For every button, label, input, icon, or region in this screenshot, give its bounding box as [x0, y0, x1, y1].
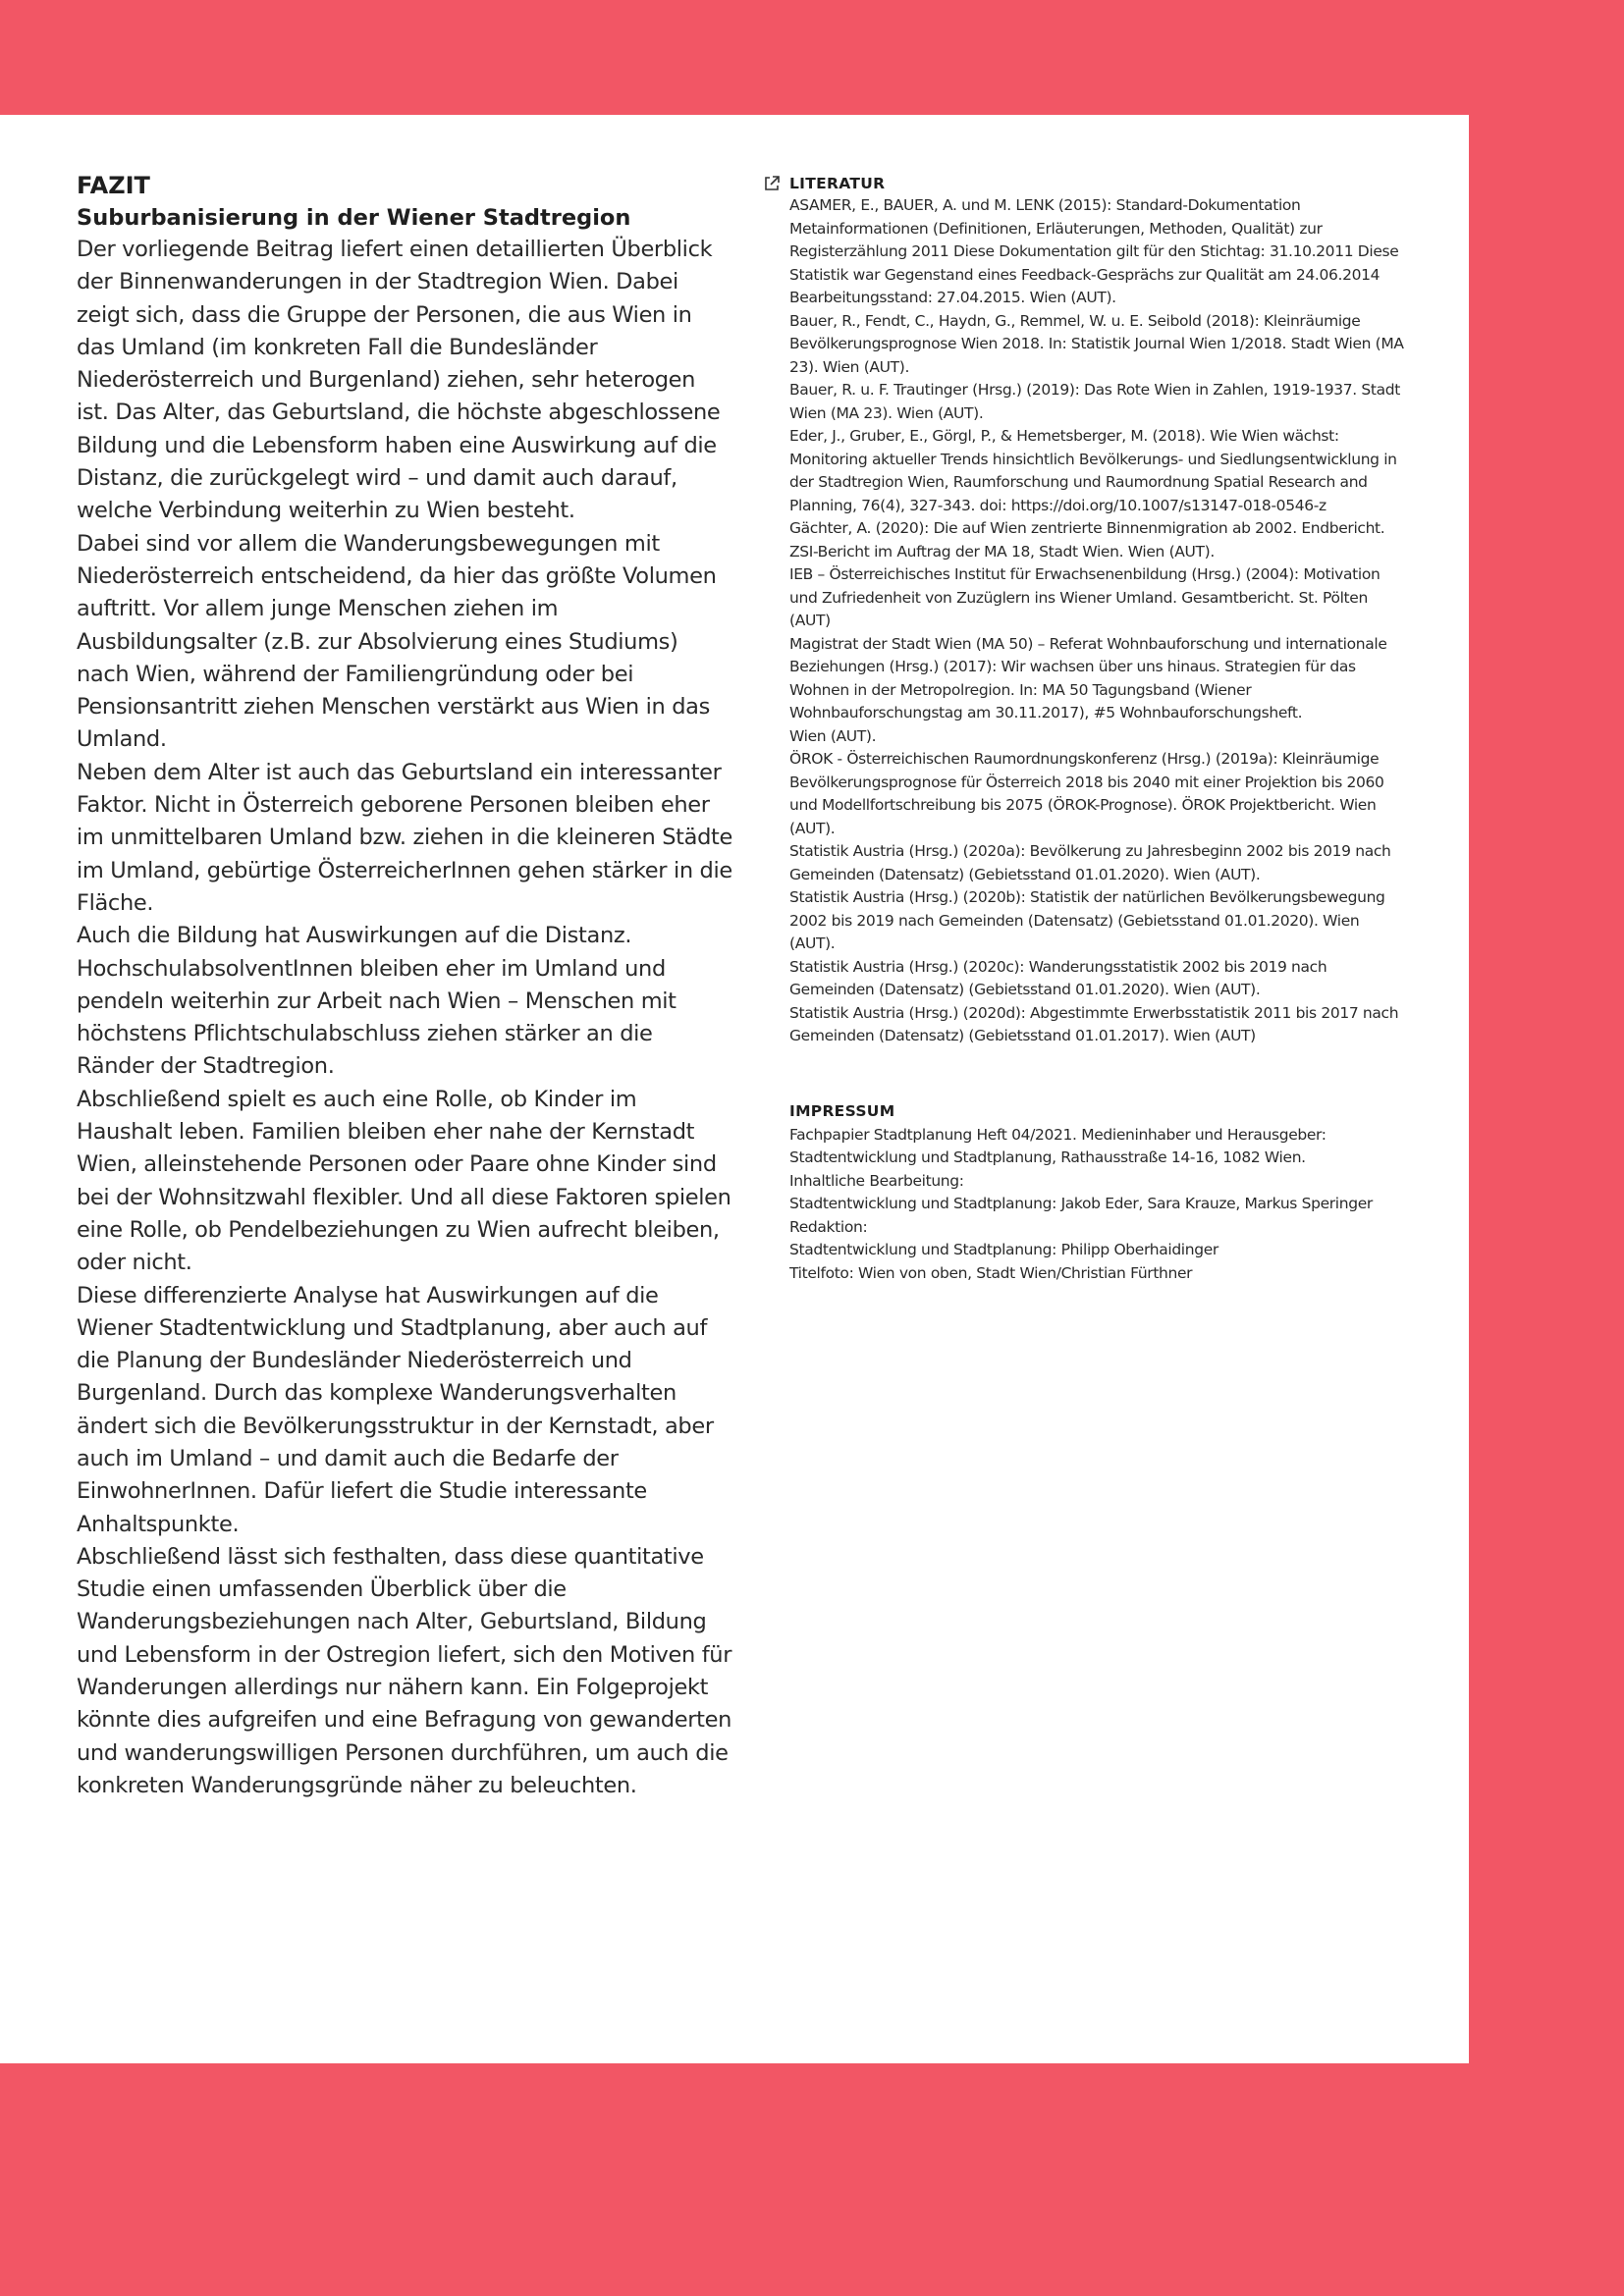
literatur-entry: Statistik Austria (Hrsg.) (2020b): Statistik der natürlichen Bevölkerungsbewegung 2002 bis 2019 nach Gemeinden (Datensatz) (Gebietsstand 01.01.2020). Wien (AUT). — [789, 888, 1385, 952]
literatur-entry: IEB – Österreichisches Institut für Erwachsenenbildung (Hrsg.) (2004): Motivation und Zufriedenheit von Zuzüglern ins Wiener Umland. Gesamtbericht. St. Pölten (AUT) — [789, 565, 1380, 629]
literatur-entry: Eder, J., Gruber, E., Görgl, P., & Hemetsberger, M. (2018). Wie Wien wächst: Monitoring aktueller Trends hinsichtlich Bevölkerungs- und Siedlungsentwicklung in der Stadtregion Wien, Raumforschung und Raumordnung Spatial Research and Planning, 76(4), 327-343. doi: https://doi.org/10.1007/s13147-018-0546-z — [789, 427, 1397, 514]
literatur-entry: Magistrat der Stadt Wien (MA 50) – Referat Wohnbauforschung und internationale Beziehungen (Hrsg.) (2017): Wir wachsen über uns hinaus. Strategien für das Wohnen in der Metropolregion. In: MA 50 Tagungsband (Wiener Wohnbauforschungstag am 30.11.2017), #5 Wohnbauforschungsheft. — [789, 634, 1387, 721]
fazit-paragraph: Auch die Bildung hat Auswirkungen auf die Distanz. HochschulabsolventInnen bleiben eher im Umland und pendeln weiterhin zur Arbeit nach Wien – Menschen mit höchstens Pflichtschulabschluss ziehen stärker an die Ränder der Stadtregion. — [77, 923, 677, 1080]
fazit-paragraph: Abschließend spielt es auch eine Rolle, ob Kinder im Haushalt leben. Familien bleiben eher nahe der Kernstadt Wien, alleinstehende Personen oder Paare ohne Kinder sind bei der Wohnsitzwahl flexibler. Und all diese Faktoren spielen eine Rolle, ob Pendelbeziehungen zu Wien aufrecht bleiben, oder nicht. — [77, 1086, 731, 1276]
literatur-entry: Statistik Austria (Hrsg.) (2020a): Bevölkerung zu Jahresbeginn 2002 bis 2019 nach Gemeinden (Datensatz) (Gebietsstand 01.01.2020). Wien (AUT). — [789, 842, 1391, 883]
literatur-entry: Bauer, R., Fendt, C., Haydn, G., Remmel, W. u. E. Seibold (2018): Kleinräumige Bevölkerungsprognose Wien 2018. In: Statistik Journal Wien 1/2018. Stadt Wien (MA 23). Wien (AUT). — [789, 311, 1404, 376]
literatur-entry: ASAMER, E., BAUER, A. und M. LENK (2015): Standard-Dokumentation Metainformationen (Definitionen, Erläuterungen, Methoden, Qualität) zur Registerzählung 2011 Diese Dokumentation gilt für den Stichtag: 31.10.2011 Diese Statistik war Gegenstand eines Feedback-Gesprächs zur Qualität am 24.06.2014 Bearbeitungsstand: 27.04.2015. Wien (AUT). — [789, 196, 1399, 306]
sidebar-column — [763, 173, 1409, 1285]
literatur-entry: ÖROK - Österreichischen Raumordnungskonferenz (Hrsg.) (2019a): Kleinräumige Bevölkerungsprognose für Österreich 2018 bis 2040 mit einer Projektion bis 2060 und Modellfortschreibung bis 2075 (ÖROK-Prognose). ÖROK Projektbericht. Wien (AUT). — [789, 750, 1384, 837]
literatur-entry: Bauer, R. u. F. Trautinger (Hrsg.) (2019): Das Rote Wien in Zahlen, 1919-1937. Stadt Wien (MA 23). Wien (AUT). — [789, 381, 1400, 422]
fazit-subheading: Suburbanisierung in der Wiener Stadtregion — [77, 205, 631, 231]
fazit-paragraph: Abschließend lässt sich festhalten, dass diese quantitative Studie einen umfassenden Überblick über die Wanderungsbeziehungen nach Alter, Geburtsland, Bildung und Lebensform in der Ostregion liefert, sich den Motiven für Wanderungen allerdings nur nähern kann. Ein Folgeprojekt könnte dies aufgreifen und eine Befragung von gewanderten und wanderungswilligen Personen durchführen, um auch die konkreten Wanderungsgründe näher zu beleuchten. — [77, 1543, 732, 1798]
literatur-title: LITERATUR — [789, 175, 886, 192]
literatur-entry: Statistik Austria (Hrsg.) (2020c): Wanderungsstatistik 2002 bis 2019 nach Gemeinden (Datensatz) (Gebietsstand 01.01.2020). Wien (AUT). — [789, 957, 1327, 998]
impressum-line: Stadtentwicklung und Stadtplanung: Jakob Eder, Sara Krauze, Markus Speringer — [789, 1195, 1373, 1212]
impressum-section — [789, 1100, 1409, 1286]
impressum-line: Stadtentwicklung und Stadtplanung: Philipp Oberhaidinger — [789, 1241, 1218, 1258]
fazit-paragraph: Diese differenzierte Analyse hat Auswirkungen auf die Wiener Stadtentwicklung und Stadtplanung, aber auch auf die Planung der Bundesländer Niederösterreich und Burgenland. Durch das komplexe Wanderungsverhalten ändert sich die Bevölkerungsstruktur in der Kernstadt, aber auch im Umland – und damit auch die Bedarfe der EinwohnerInnen. Dafür liefert die Studie interessante Anhaltspunkte. — [77, 1282, 714, 1537]
fazit-heading: FAZIT — [77, 172, 150, 199]
literatur-entry: Gächter, A. (2020): Die auf Wien zentrierte Binnenmigration ab 2002. Endbericht. ZSI-Bericht im Auftrag der MA 18, Stadt Wien. Wien (AUT). — [789, 519, 1385, 561]
fazit-section — [77, 169, 732, 1802]
literatur-header — [763, 173, 1409, 194]
impressum-title: IMPRESSUM — [789, 1101, 895, 1120]
impressum-line: Inhaltliche Bearbeitung: — [789, 1171, 964, 1190]
fazit-paragraph: Der vorliegende Beitrag liefert einen detaillierten Überblick der Binnenwanderungen in der Stadtregion Wien. Dabei zeigt sich, dass die Gruppe der Personen, die aus Wien in das Umland (im konkreten Fall die Bundesländer Niederösterreich und Burgenland) ziehen, sehr heterogen ist. Das Alter, das Geburtsland, die höchste abgeschlossene Bildung und die Lebensform haben eine Auswirkung auf die Distanz, die zurückgelegt wird – und damit auch darauf, welche Verbindung weiterhin zu Wien besteht. — [77, 237, 721, 524]
external-link-icon[interactable] — [763, 175, 781, 192]
fazit-paragraph: Neben dem Alter ist auch das Geburtsland ein interessanter Faktor. Nicht in Österreich geborene Personen bleiben eher im unmittelbaren Umland bzw. ziehen in die kleineren Städte im Umland, gebürtige ÖsterreicherInnen gehen stärker in die Fläche. — [77, 759, 732, 916]
literatur-entry: Wien (AUT). — [789, 726, 877, 745]
literatur-list — [789, 194, 1409, 1048]
impressum-line: Redaktion: — [789, 1217, 868, 1236]
impressum-line: Titelfoto: Wien von oben, Stadt Wien/Christian Fürthner — [789, 1263, 1193, 1282]
impressum-line: Fachpapier Stadtplanung Heft 04/2021. Medieninhaber und Herausgeber: Stadtentwicklung und Stadtplanung, Rathausstraße 14-16, 1082 Wien. — [789, 1125, 1326, 1166]
fazit-body — [77, 234, 732, 1802]
fazit-paragraph: Dabei sind vor allem die Wanderungsbewegungen mit Niederösterreich entscheidend, da hier das größte Volumen auftritt. Vor allem junge Menschen ziehen im Ausbildungsalter (z.B. zur Absolvierung eines Studiums) nach Wien, während der Familiengründung oder bei Pensionsantritt ziehen Menschen verstärkt aus Wien in das Umland. — [77, 530, 717, 753]
literatur-entry: Statistik Austria (Hrsg.) (2020d): Abgestimmte Erwerbsstatistik 2011 bis 2017 nach Gemeinden (Datensatz) (Gebietsstand 01.01.2017). Wien (AUT) — [789, 1003, 1399, 1044]
